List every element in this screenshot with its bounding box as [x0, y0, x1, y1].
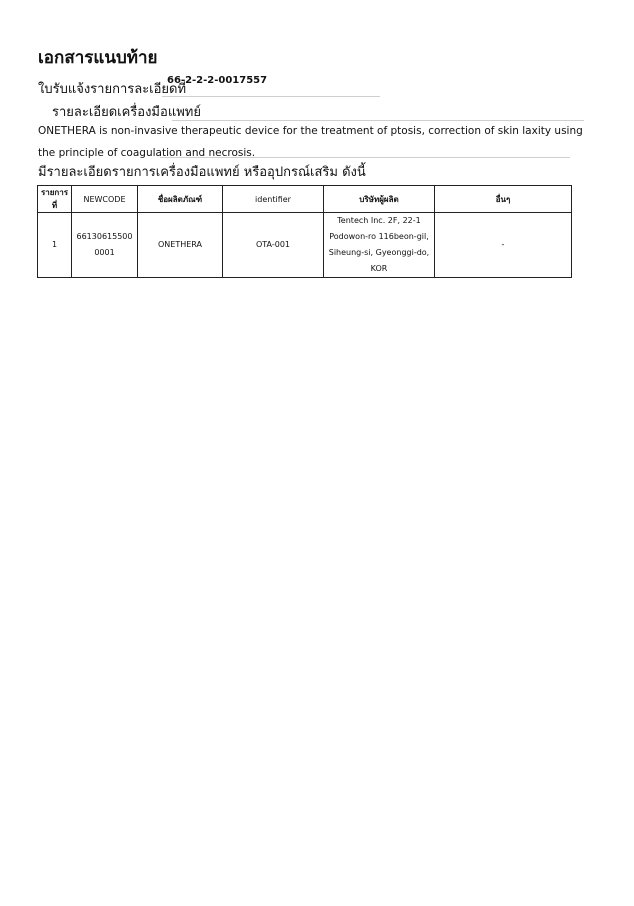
description-bottom-rule: [160, 157, 570, 158]
cell-item-no: 1: [38, 213, 72, 278]
cell-other: -: [435, 213, 572, 278]
header-manufacturer: บริษัทผู้ผลิต: [324, 186, 435, 213]
header-item-no: รายการที่: [38, 186, 72, 213]
table-header-row: [38, 186, 572, 213]
device-details-label: รายละเอียดเครื่องมือแพทย์: [52, 105, 201, 120]
cell-identifier: OTA-001: [223, 213, 324, 278]
header-newcode: NEWCODE: [72, 186, 138, 213]
reference-underline: [162, 96, 380, 97]
header-product-name: ชื่อผลิตภัณฑ์: [138, 186, 223, 213]
device-items-table: [37, 185, 572, 278]
table-row: [38, 213, 572, 278]
cell-product-name: ONETHERA: [138, 213, 223, 278]
header-other: อื่นๆ: [435, 186, 572, 213]
reference-number: 66-2-2-2-0017557: [167, 75, 268, 86]
document-title: เอกสารแนบท้าย: [38, 48, 158, 68]
cell-manufacturer: Tentech Inc. 2F, 22-1 Podowon-ro 116beon-gil, Siheung-si, Gyeonggi-do, KOR: [324, 213, 435, 278]
device-description: ONETHERA is non-invasive therapeutic device for the treatment of ptosis, correction of skin laxity using the principle of coagulation and necrosis.: [38, 125, 583, 159]
item-list-label: มีรายละเอียดรายการเครื่องมือแพทย์ หรืออุปกรณ์เสริม ดังนี้: [38, 165, 366, 180]
reference-label: ใบรับแจ้งรายการละเอียดที่: [38, 82, 187, 97]
header-identifier: identifier: [223, 186, 324, 213]
cell-newcode: 661306155000001: [72, 213, 138, 278]
